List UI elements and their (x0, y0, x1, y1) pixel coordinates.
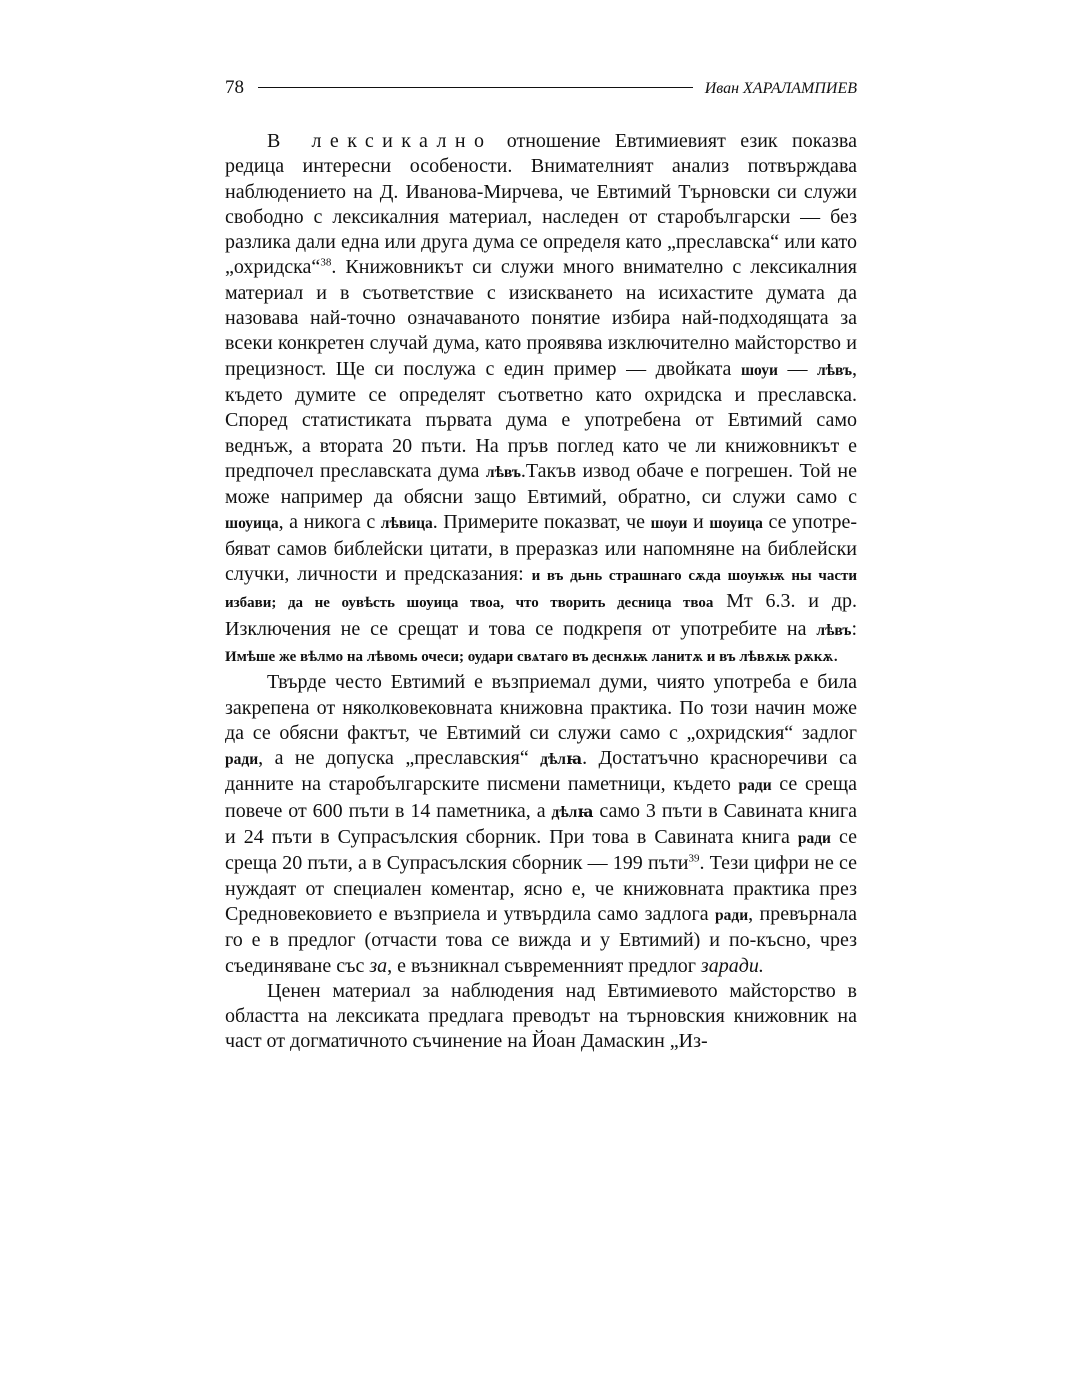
header-rule (258, 87, 693, 88)
footnote-ref-38: 38 (320, 256, 332, 269)
running-head-author: Иван ХАРАЛАМПИЕВ (704, 80, 857, 97)
paragraph-3: Ценен материал за наблюдения над Евтимиевото майсторство в областта на лексиката предлага преводът на търновския книжовник на част от догматичното съчинение на Йоан Дамаскин „Из- (225, 979, 857, 1053)
text-run: , е възникнал съвременният предлог (387, 954, 701, 977)
text-run: . Книжовникът си служи много внимателно с лексикалния материал и в съответствие с изискването на исихастите думата да назовава най-точно означаваното понятие избира най-подходящата за всеки конкретен случай дума, като проявява изключително майсторство и прецизност. Ще си послужа с един пример — двойката (225, 256, 857, 380)
text-run: се среща 20 пъти, а в Супрасълския сборник — 199 пъти (225, 826, 857, 875)
church-slavonic-word: лѣвъ (816, 361, 853, 379)
text-run: . Достатъчно красноречиви са данните на старобългарските писмени паметници, където (225, 747, 857, 796)
paragraph-1 (225, 129, 857, 670)
church-slavonic-word: дѣлꙗ (551, 803, 594, 821)
paragraph-2 (225, 670, 857, 979)
church-slavonic-word: ради (738, 777, 772, 795)
text-run: , превърнала го е в предлог (отчасти това се вижда и у Евтимий) и по-късно, чрез съединяване със (225, 902, 858, 977)
body-text (225, 129, 857, 1055)
church-slavonic-word: лѣвица (380, 515, 433, 533)
text-run: се употребяват самов библейски цитати, в преразказ или напомняне на библейски случки, личности и предсказания: (225, 511, 857, 586)
text-run: Мт 6.3. и др. Изключения не се срещат и това се подкрепя от употребите на (225, 590, 857, 640)
text-run: Твърде често Евтимий е възприемал думи, чиято употреба е била закрепена от няколковековната книжовна практика. По този начин може да се обясни фактът, че Евтимий си служи само с „охридския“ задлог (225, 671, 857, 744)
page-number: 78 (225, 77, 244, 98)
church-slavonic-word: шоуица (709, 515, 763, 533)
text-run: . Тези цифри не се нуждаят от специален коментар, ясно е, че книжовната практика през Средновековието е възприела и утвърдила само задлога (225, 852, 858, 925)
church-slavonic-word: дѣлꙗ (540, 751, 583, 769)
text-run: се среща повече от 600 пъти в 14 паметника, а (225, 773, 857, 822)
church-slavonic-word: шоуица (225, 515, 279, 533)
church-slavonic-word: ради (714, 906, 749, 924)
text-run: и (687, 511, 710, 534)
text-run: отношение Евтимиевият език показва редица интересни особености. Внимателният анализ потвърждава наблюдението на Д. Иванова-Мирчева, че Евтимий Търновски си служи свободно с лексикалния материал, наследен от старобългарски — без разлика дали една или друга дума се определя като „преславска“ или като „охридска“ (225, 130, 857, 279)
text-run: : (851, 617, 857, 640)
footnote-ref-39: 39 (688, 852, 700, 865)
text-run: — (777, 357, 817, 380)
italic-word: за (369, 954, 388, 977)
church-slavonic-word: лѣвъ (485, 463, 521, 481)
text-run: само 3 пъти в Савината книга и 24 пъти в Супрасълския сборник. При това в Савината книга (225, 799, 857, 849)
text-run: , а никога с (278, 511, 381, 534)
italic-word: заради. (700, 954, 764, 977)
church-slavonic-word: ради (225, 751, 259, 769)
text-run: .Такъв извод обаче е погрешен. Той не може например да обясни защо Евтимий, обратно, си служи само с (225, 459, 857, 509)
church-slavonic-word: лѣвъ (816, 621, 852, 639)
church-slavonic-word: ради (797, 830, 831, 848)
spaced-lead-word: В лексикално (267, 130, 493, 152)
running-header (225, 76, 857, 102)
text-run: . (833, 643, 839, 666)
church-slavonic-quote: Имѣше же вѣлмо на лѣвомь очеси; оудари свѧтаго въ деснѫѭ ланитѫ и въ лѣвѫѭ рѫкѫ (225, 648, 834, 665)
church-slavonic-word: шоуи (740, 361, 778, 379)
text-run: . Примерите показват, че (432, 511, 651, 534)
text-run: , а не допуска „преславския“ (258, 747, 541, 770)
church-slavonic-quote: и въ дьнь страшнаго сѫда шоуѭѭ ны части избави; да не оувѣсть шоуица твоа, что творить десница твоа (225, 568, 857, 612)
church-slavonic-word: шоуи (650, 515, 688, 533)
text-run: , където думите се определят съответно като охридска и преславска. Според статистиката първата дума е употребена от Евтимий само веднъж, а втората 20 пъти. На пръв поглед като че ли книжовникът е предпочел преславската дума (225, 357, 858, 482)
